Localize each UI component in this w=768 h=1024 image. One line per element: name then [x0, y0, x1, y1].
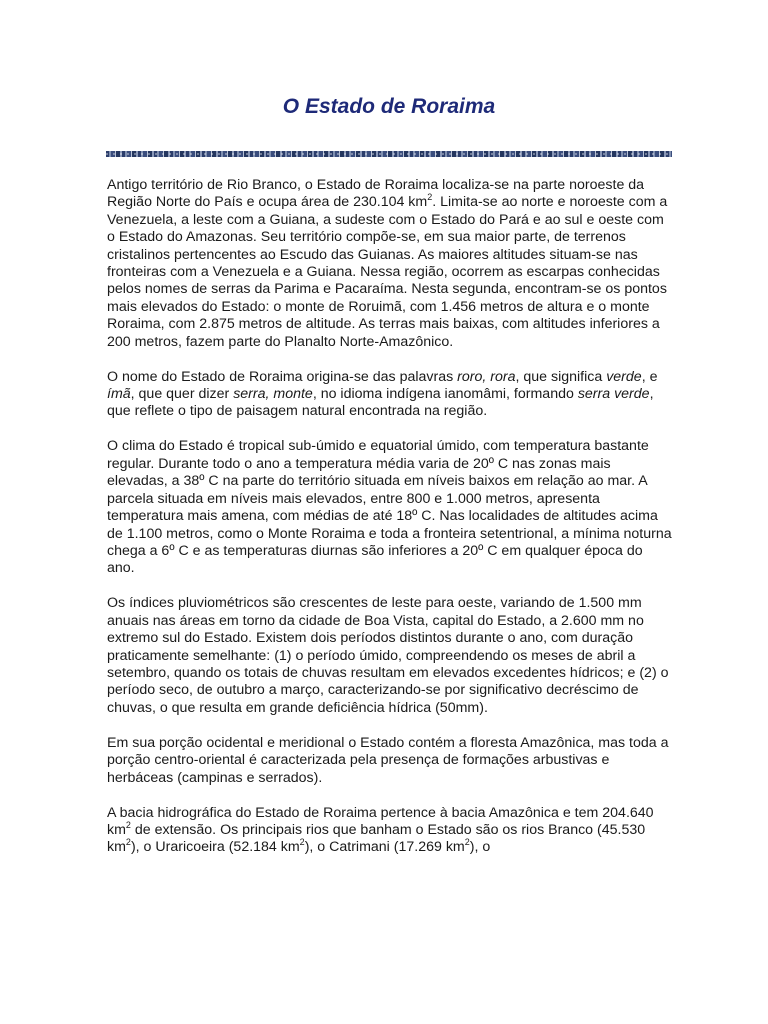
document-body — [107, 177, 673, 874]
paragraph-vegetation: Em sua porção ocidental e meridional o Estado contém a floresta Amazônica, mas toda a porção centro-oriental é caracterizada pela presença de formações arbustivas e herbáceas (campinas e serrados). — [107, 734, 669, 786]
paragraph-name-origin: O nome do Estado de Roraima origina-se das palavras roro, rora, que significa verde, e ímã, que quer dizer serra, monte, no idioma indígena ianomâmi, formando serra verde, que reflete o tipo de paisagem natural encontrada na região. — [107, 368, 658, 420]
paragraph-climate: O clima do Estado é tropical sub-úmido e equatorial úmido, com temperatura bastante regular. Durante todo o ano a temperatura média varia de 20º C nas zonas mais elevadas, a 38º C na parte do território situada em níveis baixos em relação ao mar. A parcela situada em níveis mais elevados, entre 800 e 1.000 metros, apresenta temperatura mais amena, com médias de até 18º C. Nas localidades de altitudes acima de 1.100 metros, como o Monte Roraima e toda a fronteira setentrional, a mínima noturna chega a 6º C e as temperaturas diurnas são inferiores a 20º C em qualquer época do ano. — [107, 438, 672, 577]
decorative-divider — [106, 151, 672, 157]
document-title: O Estado de Roraima — [282, 95, 496, 118]
paragraph-hydrography: A bacia hidrográfica do Estado de Roraima pertence à bacia Amazônica e tem 204.640 $km^2$ de extensão. Os principais rios que banham o Estado são os rios Branco (45.530 $km^2$), o Uraricoeira (52.184 $km^2$), o Catrimani (17.269 $km^2$), o — [107, 804, 654, 856]
paragraph-rainfall: Os índices pluviométricos são crescentes de leste para oeste, variando de 1.500 mm anuais nas áreas em torno da cidade de Boa Vista, capital do Estado, a 2.600 mm no extremo sul do Estado. Existem dois períodos distintos durante o ano, com duração praticamente semelhante: (1) o período úmido, compreendendo os meses de abril a setembro, quando os totais de chuvas resultam em elevados excedentes hídricos; e (2) o período seco, de outubro a março, caracterizando-se por significativo decréscimo de chuvas, o que resulta em grande deficiência hídrica (50mm). — [107, 595, 669, 716]
paragraph-location: Antigo território de Rio Branco, o Estado de Roraima localiza-se na parte noroeste da Região Norte do País e ocupa área de 230.104 $km^2$. Limita-se ao norte e noroeste com a Venezuela, a leste com a Guiana, a sudeste com o Estado do Pará e ao sul e oeste com o Estado do Amazonas. Seu território compõe-se, em sua maior parte, de terrenos cristalinos pertencentes ao Escudo das Guianas. As maiores altitudes situam-se nas fronteiras com a Venezuela e a Guiana. Nessa região, ocorrem as escarpas conhecidas pelos nomes de serras da Parima e Pacaraíma. Nesta segunda, encontram-se os pontos mais elevados do Estado: o monte de Roruimã, com 1.456 metros de altura e o monte Roraima, com 2.875 metros de altitude. As terras mais baixas, com altitudes inferiores a 200 metros, fazem parte do Planalto Norte-Amazônico. — [107, 177, 668, 350]
